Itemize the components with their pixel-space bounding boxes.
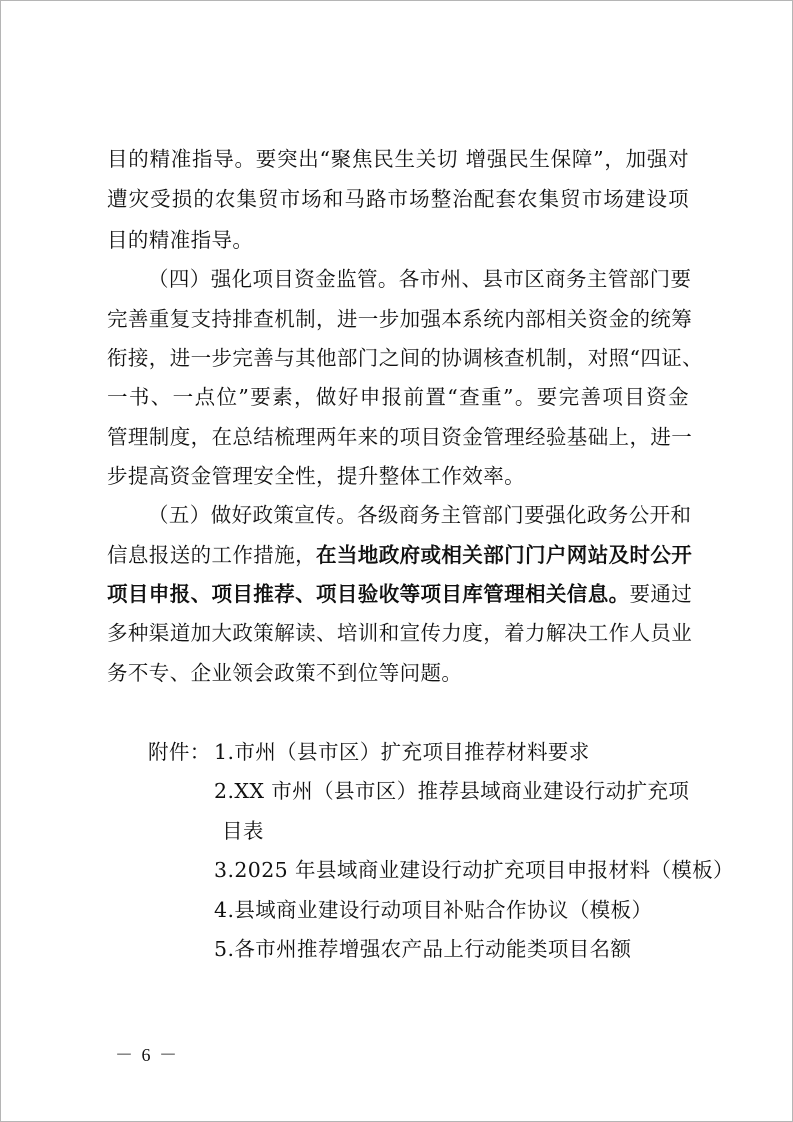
paragraph-2-line-2: 完善重复支持排查机制，进一步加强本系统内部相关资金的统筹 [107,307,693,331]
paragraph-2-line-5: 管理制度，在总结梳理两年来的项目资金管理经验基础上，进一 [107,425,693,449]
attachment-item-1: 1.市州（县市区）扩充项目推荐材料要求 [214,740,590,764]
attachment-item-3: 3.2025 年县域商业建设行动扩充项目申报材料（模板） [214,858,734,882]
attachment-item-2: 2.XX 市州（县市区）推荐县域商业建设行动扩充项 [214,779,690,803]
paragraph-3-line-2-normal: 信息报送的工作措施， [107,543,316,567]
paragraph-2-line-3: 衔接，进一步完善与其他部门之间的协调核查机制，对照“四证、 [107,346,704,370]
paragraph-1-line-3: 目的精准指导。 [107,228,254,252]
attachment-item-4: 4.县域商业建设行动项目补贴合作协议（模板） [214,898,653,922]
paragraph-3-line-3-bold: 项目申报、项目推荐、项目验收等项目库管理相关信息。 [107,582,630,606]
paragraph-3-line-3-normal: 要通过 [629,582,693,606]
paragraph-2-line-1: （四）强化项目资金监管。各市州、县市区商务主管部门要 [148,267,692,291]
paragraph-1-line-2: 遭灾受损的农集贸市场和马路市场整治配套农集贸市场建设项 [107,187,689,211]
paragraph-3-line-1: （五）做好政策宣传。各级商务主管部门要强化政务公开和 [148,503,692,527]
paragraph-1-line-1: 目的精准指导。要突出“聚焦民生关切 增强民生保障”，加强对 [107,147,689,171]
paragraph-3-line-4: 多种渠道加大政策解读、培训和宣传力度，着力解决工作人员业 [107,621,693,645]
attachment-item-2-continued: 目表 [222,819,264,843]
paragraph-2-line-4: 一书、一点位”要素，做好申报前置“查重”。要完善项目资金 [107,385,689,409]
page-number: － 6 － [115,1045,179,1065]
attachment-item-5: 5.各市州推荐增强农产品上行动能类项目名额 [214,937,632,961]
paragraph-3-line-2 [107,541,693,569]
attachments-label: 附件： [148,740,211,764]
paragraph-3-line-3 [107,580,693,608]
paragraph-3-line-5: 务不专、企业领会政策不到位等问题。 [107,661,463,685]
paragraph-2-line-6: 步提高资金管理安全性，提升整体工作效率。 [107,464,525,488]
paragraph-3-line-2-bold: 在当地政府或相关部门门户网站及时公开 [316,543,693,567]
